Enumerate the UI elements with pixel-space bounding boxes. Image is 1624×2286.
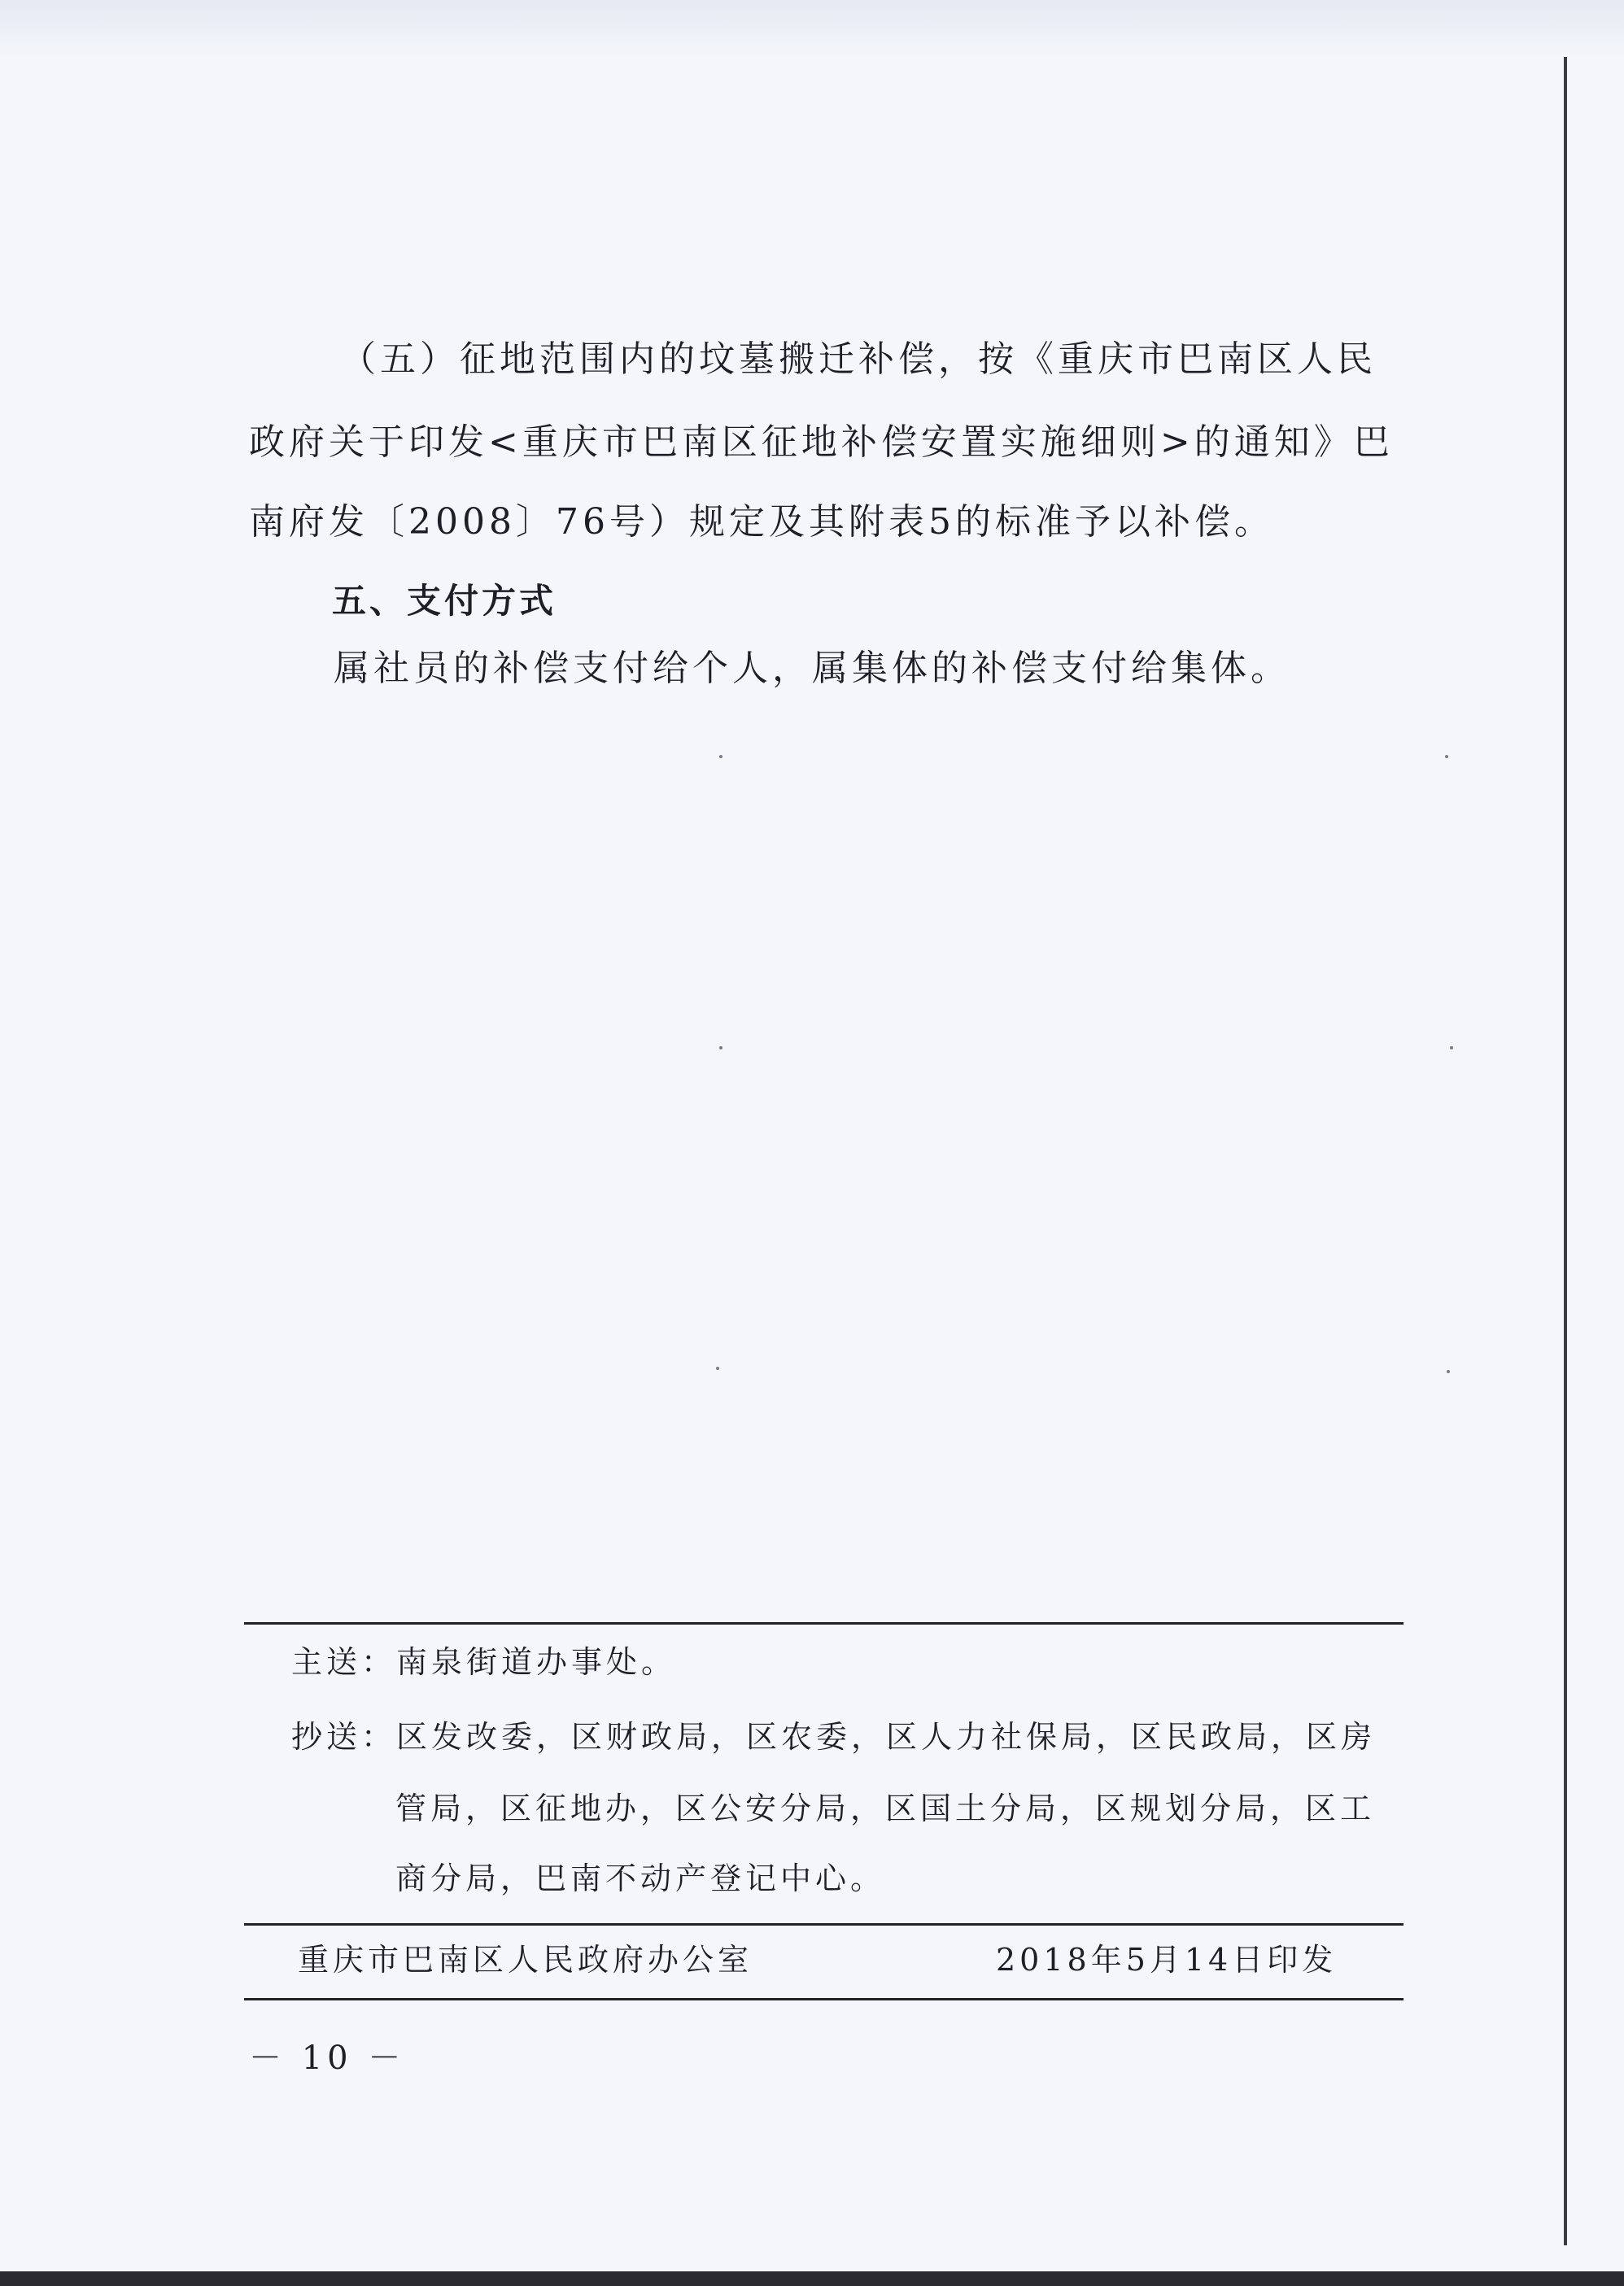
cc-line-1: 抄送：区发改委，区财政局，区农委，区人力社保局，区民政局，区房 bbox=[291, 1719, 1377, 1755]
scan-speck bbox=[719, 755, 723, 758]
section-5-text: 属社员的补偿支付给个人，属集体的补偿支付给集体。 bbox=[334, 648, 1290, 689]
scan-speck bbox=[1447, 1370, 1450, 1373]
cc-line-3: 商分局，巴南不动产登记中心。 bbox=[395, 1861, 886, 1896]
issuance-bottom-rule bbox=[244, 1998, 1404, 2000]
page-number: － 10 － bbox=[249, 2040, 406, 2077]
paragraph-5-line-1: （五）征地范围内的坟墓搬迁补偿，按《重庆市巴南区人民 bbox=[340, 338, 1377, 380]
scan-speck bbox=[716, 1367, 719, 1370]
scan-top-shade bbox=[0, 0, 1624, 57]
distribution-top-rule bbox=[244, 1622, 1404, 1625]
distribution-bottom-rule bbox=[244, 1923, 1404, 1926]
section-5-heading: 五、支付方式 bbox=[332, 581, 557, 621]
issuer-name: 重庆市巴南区人民政府办公室 bbox=[298, 1942, 753, 1978]
scan-bottom-edge bbox=[0, 2271, 1624, 2286]
scan-speck bbox=[719, 1046, 723, 1049]
cc-line-2: 管局，区征地办，区公安分局，区国土分局，区规划分局，区工 bbox=[395, 1791, 1376, 1826]
scan-speck bbox=[1445, 755, 1448, 758]
issuance-date: 2018年5月14日印发 bbox=[996, 1942, 1338, 1978]
paragraph-5-line-2: 政府关于印发<重庆市巴南区征地补偿安置实施细则>的通知》巴 bbox=[249, 421, 1394, 463]
scan-speck bbox=[1450, 1046, 1453, 1049]
paragraph-5-line-3: 南府发〔2008〕76号）规定及其附表5的标准予以补偿。 bbox=[249, 501, 1274, 543]
main-recipient-line: 主送：南泉街道办事处。 bbox=[291, 1644, 677, 1680]
scan-right-edge bbox=[1564, 57, 1567, 2245]
